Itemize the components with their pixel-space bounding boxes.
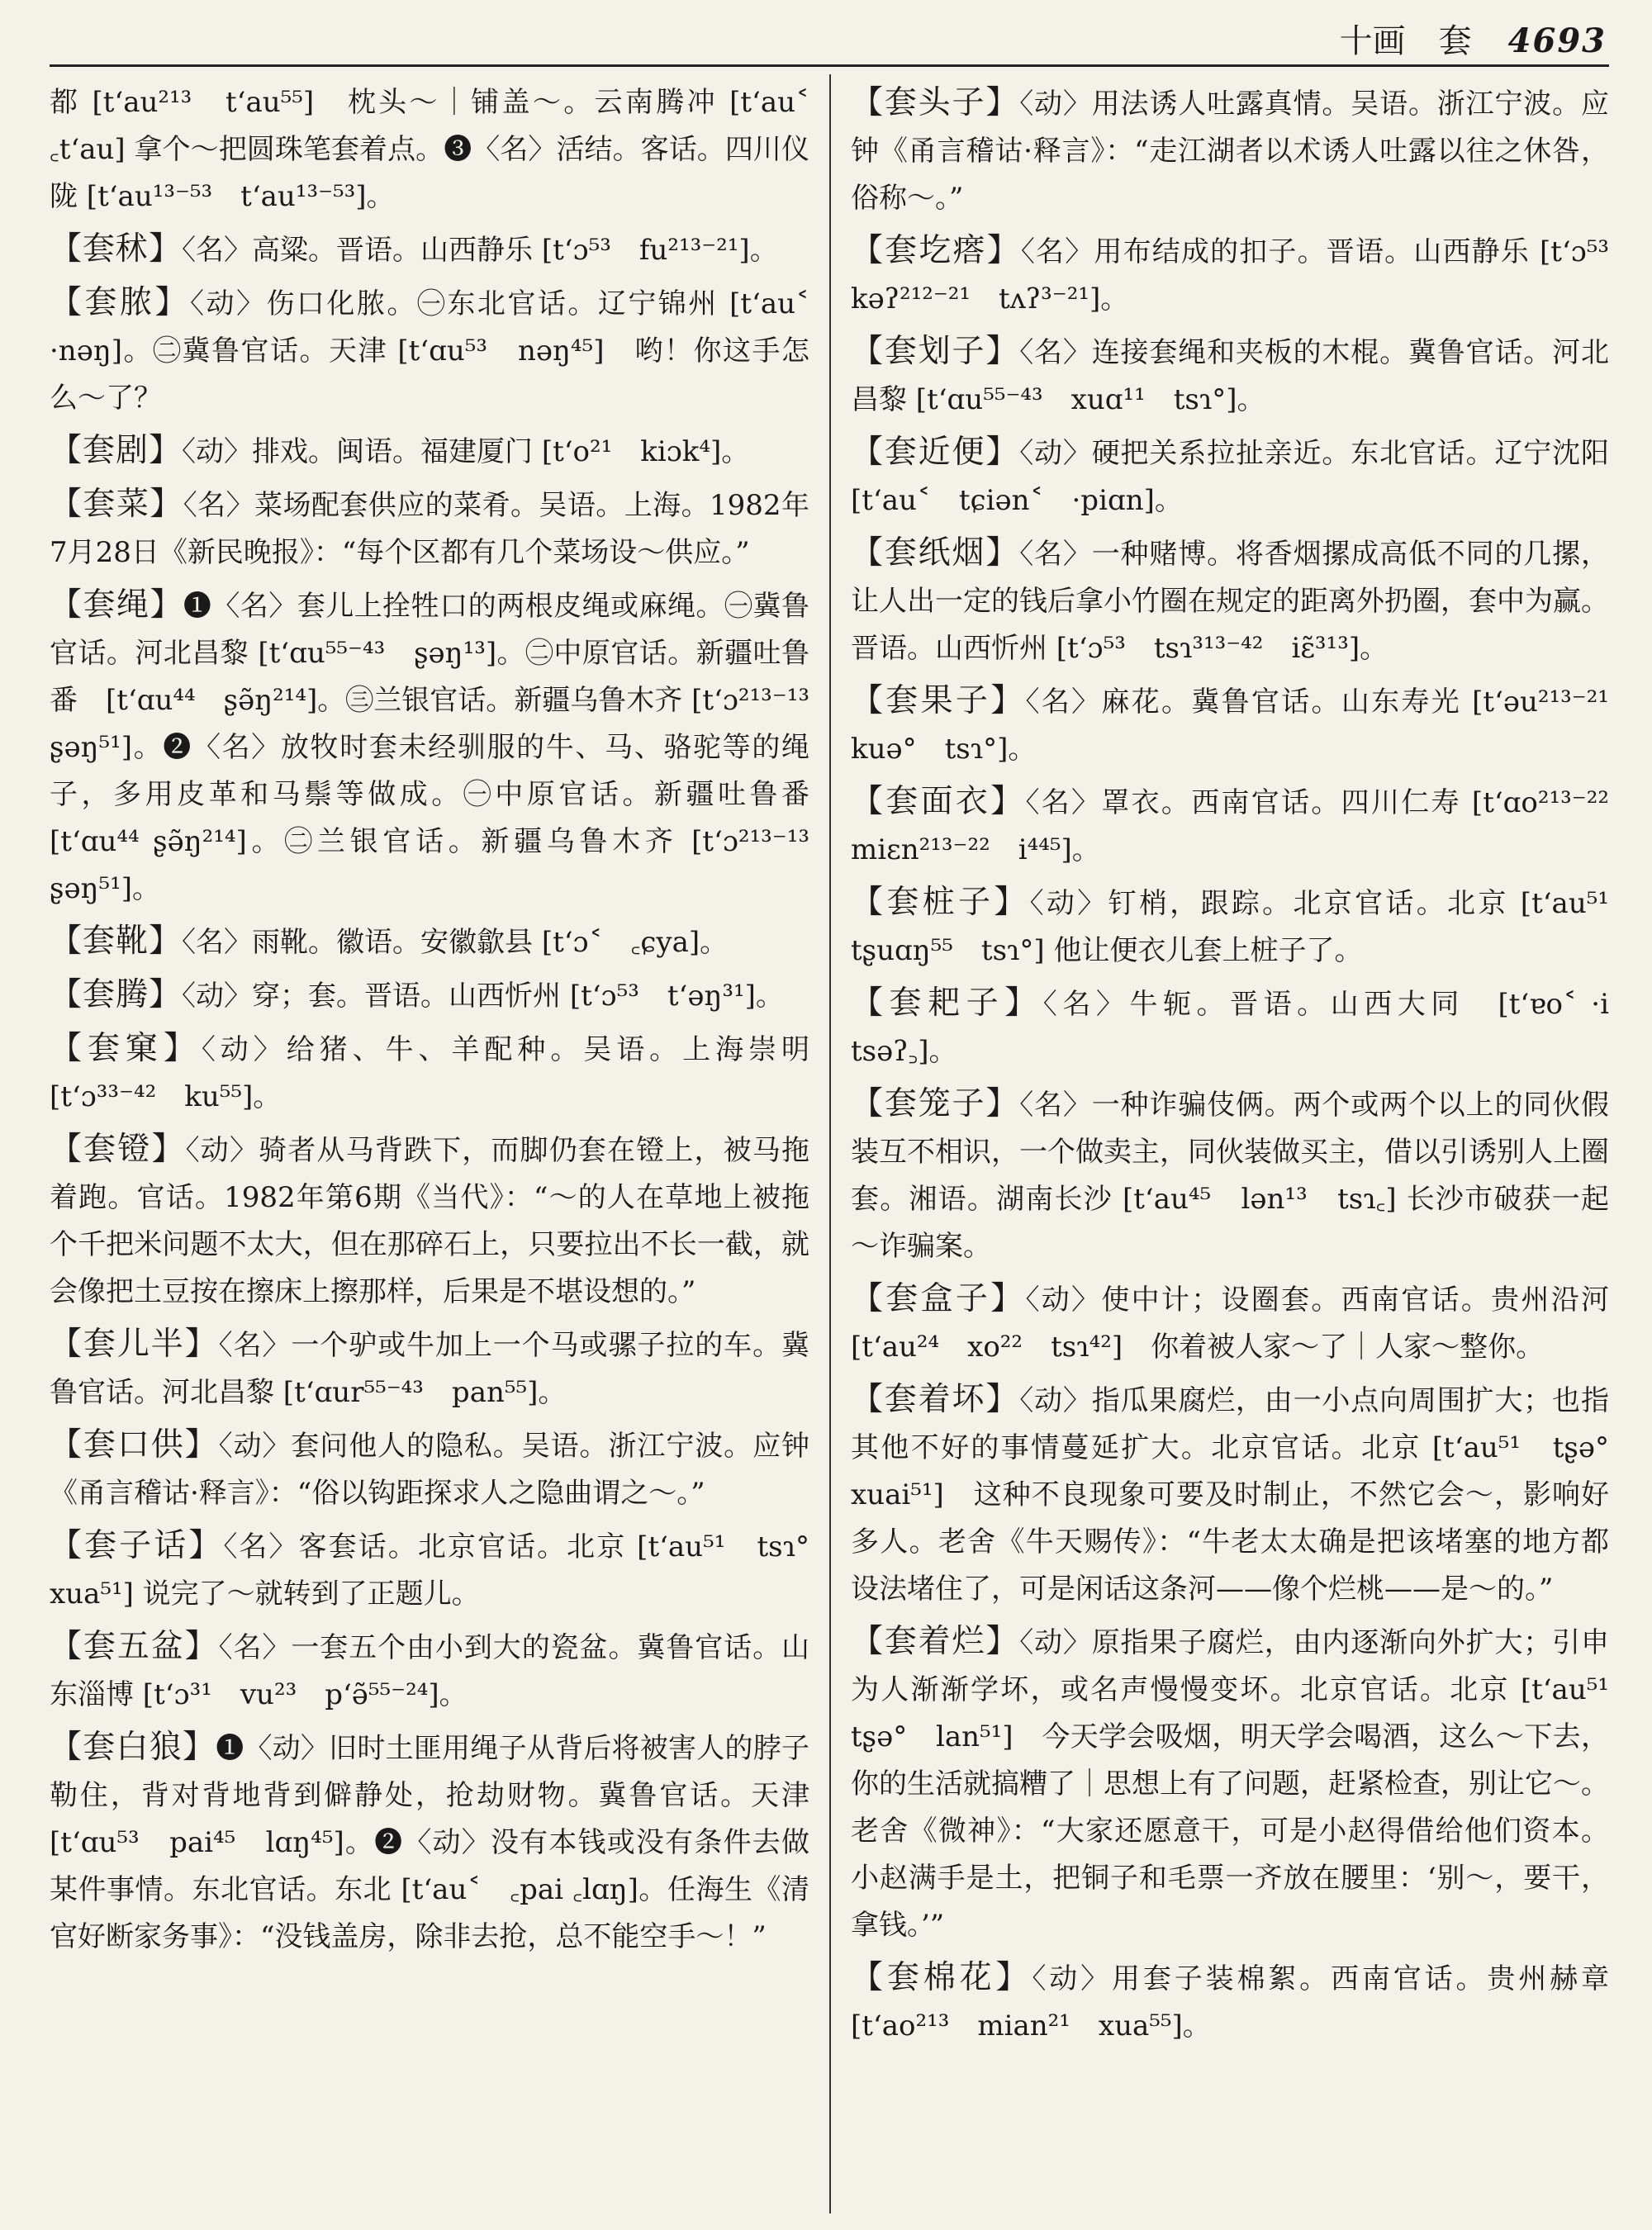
section-title: 十画 套 xyxy=(1339,22,1472,60)
entry-definition: 〈名〉麻花。冀鲁官话。山东寿光 [tʻəu²¹³⁻²¹ kuə° tsɿ°]。 xyxy=(851,686,1637,766)
entry-headword: 【套着坏】 xyxy=(851,1381,1020,1418)
dictionary-entry xyxy=(851,980,1637,1075)
entry-headword: 【套口供】 xyxy=(50,1426,219,1464)
dictionary-entry xyxy=(50,1724,809,1961)
entry-definition: 〈名〉罩衣。西南官话。四川仁寿 [tʻɑo²¹³⁻²² miɛn²¹³⁻²² i⁴⁴⁵]。 xyxy=(851,786,1637,866)
entry-headword: 【套剧】 xyxy=(50,432,183,469)
entry-headword: 【套儿半】 xyxy=(50,1326,219,1363)
entry-headword: 【套划子】 xyxy=(851,333,1020,370)
dictionary-entry xyxy=(50,581,838,913)
entry-headword: 【套近便】 xyxy=(851,434,1020,471)
entry-headword: 【套纸烟】 xyxy=(851,534,1020,572)
dictionary-entry xyxy=(851,429,1609,524)
dictionary-entry xyxy=(851,79,1609,222)
entry-definition: 〈动〉给猪、牛、羊配种。吴语。上海崇明 [tʻɔ³³⁻⁴² ku⁵⁵]。 xyxy=(50,1033,809,1113)
entry-definition: 〈名〉用布结成的扣子。晋语。山西静乐 [tʻɔ⁵³ kəʔ²¹²⁻²¹ tʌʔ³⁻²¹]。 xyxy=(851,235,1637,316)
entry-definition: 〈动〉伤口化脓。㊀东北官话。辽宁锦州 [tʻau˂ ·nəŋ]。㊁冀鲁官话。天津 [tʻɑu⁵³ nəŋ⁴⁵] 哟！你这手怎么～了？ xyxy=(50,287,809,415)
dictionary-entry xyxy=(50,1522,838,1618)
entry-definition: 〈动〉使中计；设圈套。西南官话。贵州沿河 [tʻau²⁴ xo²² tsɿ⁴²] 你着被人家～了｜人家～整你。 xyxy=(851,1283,1609,1364)
entry-headword: 【套桩子】 xyxy=(851,884,1030,921)
dictionary-entry xyxy=(50,427,809,476)
page-header xyxy=(1340,15,1607,62)
column-divider xyxy=(829,74,831,2213)
entry-definition: 〈名〉菜场配套供应的菜肴。吴语。上海。1982年7月28日《新民晚报》：“每个区都有几个菜场设～供应。” xyxy=(50,489,809,569)
dictionary-entry xyxy=(50,481,809,576)
dictionary-entry xyxy=(851,529,1609,672)
dictionary-entry xyxy=(50,225,809,274)
entry-headword: 【套五盆】 xyxy=(50,1628,219,1665)
entry-definition: 〈动〉用套子装棉絮。西南官话。贵州赫章 [tʻao²¹³ mian²¹ xua⁵⁵]。 xyxy=(851,1962,1609,2043)
entry-definition: 〈名〉连接套绳和夹板的木棍。冀鲁官话。河北昌黎 [tʻɑu⁵⁵⁻⁴³ xuɑ¹¹ tsɿ°]。 xyxy=(851,336,1609,416)
entry-definition: 〈动〉硬把关系拉扯亲近。东北官话。辽宁沈阳 [tʻau˂ tɕiən˂ ·piɑn]。 xyxy=(851,437,1609,517)
entry-headword: 【套菜】 xyxy=(50,486,183,523)
header-rule xyxy=(50,64,1609,67)
dictionary-entry xyxy=(50,1421,809,1517)
entry-definition: 〈名〉一种诈骗伎俩。两个或两个以上的同伙假装互不相识，一个做卖主，同伙装做买主，借以引诱别人上圈套。湘语。湖南长沙 [tʻau⁴⁵ lən¹³ tsɿ꜀] 长沙市破获一起～诈骗案。 xyxy=(851,1089,1609,1263)
dictionary-entry xyxy=(50,279,809,422)
entry-headword: 【套面衣】 xyxy=(851,783,1026,820)
entry-headword: 【套秫】 xyxy=(50,230,183,268)
entry-headword: 【套脓】 xyxy=(50,284,190,321)
right-column xyxy=(851,79,1637,2055)
entry-headword: 【套圪瘩】 xyxy=(851,232,1021,269)
left-column xyxy=(50,79,838,1966)
entry-headword: 【套子话】 xyxy=(50,1527,224,1564)
entry-definition: 〈名〉客套话。北京官话。北京 [tʻau⁵¹ tsɿ° xua⁵¹] 说完了～就转到了正题儿。 xyxy=(50,1530,838,1611)
entry-headword: 【套头子】 xyxy=(851,84,1020,121)
right-entry-list xyxy=(851,79,1637,2050)
entry-definition: 〈名〉牛轭。晋语。山西大同 [tʻɐo˂ ·i tsəʔ꜆]。 xyxy=(851,988,1637,1068)
entry-definition: 〈动〉骑者从马背跌下，而脚仍套在镫上，被马拖着跑。官话。1982年第6期《当代》：“～的人在草地上被拖个千把米问题不太大，但在那碎石上，只要拉出不长一截，就会像把土豆按在擦床上擦那样，后果是不堪设想的。” xyxy=(50,1134,809,1308)
entry-headword: 【套靴】 xyxy=(50,923,183,960)
entry-headword: 【套镫】 xyxy=(50,1131,186,1168)
dictionary-entry xyxy=(50,1623,809,1719)
dictionary-entry xyxy=(851,1954,1609,2050)
dictionary-entry xyxy=(50,1126,809,1316)
entry-definition: ❶〈名〉套儿上拴牲口的两根皮绳或麻绳。㊀冀鲁官话。河北昌黎 [tʻɑu⁵⁵⁻⁴³ ʂəŋ¹³]。㊁中原官话。新疆吐鲁番 [tʻɑu⁴⁴ ʂə̃ŋ²¹⁴]。㊂兰银官话。新疆乌鲁木齐 [tʻɔ²¹³⁻¹³ ʂəŋ⁵¹]。❷〈名〉放牧时套未经驯服的牛、马、骆驼等的绳子，多用皮革和马鬃等做成。㊀中原官话。新疆吐鲁番 [tʻɑu⁴⁴ ʂə̃ŋ²¹⁴]。㊁兰银官话。新疆乌鲁木齐 [tʻɔ²¹³⁻¹³ ʂəŋ⁵¹]。 xyxy=(50,590,838,905)
entry-definition: 〈动〉穿；套。晋语。山西忻州 [tʻɔ⁵³ tʻəŋ³¹]。 xyxy=(182,980,784,1013)
dictionary-entry xyxy=(50,918,809,966)
entry-definition: 〈动〉套问他人的隐私。吴语。浙江宁波。应钟《甬言稽诂·释言》：“俗以钩距探求人之隐曲谓之～。” xyxy=(50,1430,809,1510)
entry-headword: 【套白狼】 xyxy=(50,1729,216,1766)
left-entry-list xyxy=(50,225,838,1961)
entry-definition: 〈动〉排戏。闽语。福建厦门 [tʻo²¹ kiɔk⁴]。 xyxy=(182,435,750,468)
entry-definition: 〈名〉一套五个由小到大的瓷盆。冀鲁官话。山东淄博 [tʻɔ³¹ vu²³ pʻə̃⁵⁵⁻²⁴]。 xyxy=(50,1631,809,1711)
entry-headword: 【套棉花】 xyxy=(851,1959,1032,1996)
entry-definition: 〈动〉指瓜果腐烂，由一小点向周围扩大；也指其他不好的事情蔓延扩大。北京官话。北京 [tʻau⁵¹ tʂə° xuai⁵¹] 这种不良现象可要及时制止，不然它会～，影响好多人。老舍《牛天赐传》：“牛老太太确是把该堵塞的地方都设法堵住了，可是闲话这条河——像个烂桃——是～的。” xyxy=(851,1384,1637,1606)
entry-definition: 〈名〉一个驴或牛加上一个马或骡子拉的车。冀鲁官话。河北昌黎 [tʻɑur⁵⁵⁻⁴³ pan⁵⁵]。 xyxy=(50,1329,809,1409)
dictionary-entry xyxy=(851,1080,1609,1270)
entry-definition: 〈名〉一种赌博。将香烟摞成高低不同的几摞，让人出一定的钱后拿小竹圈在规定的距离外扔圈，套中为赢。晋语。山西忻州 [tʻɔ⁵³ tsɿ³¹³⁻⁴² iɛ̃³¹³]。 xyxy=(851,538,1609,665)
dictionary-entry xyxy=(50,971,809,1020)
dictionary-entry xyxy=(851,1275,1609,1371)
entry-headword: 【套着烂】 xyxy=(851,1623,1020,1660)
entry-definition: ❶〈动〉旧时土匪用绳子从背后将被害人的脖子勒住，背对背地背到僻静处，抢劫财物。冀鲁官话。天津 [tʻɑu⁵³ pai⁴⁵ lɑŋ⁴⁵]。❷〈动〉没有本钱或没有条件去做某件事情。东北官话。东北 [tʻau˂ ꜀pai ꜀lɑŋ]。任海生《清官好断家务事》：“没钱盖房，除非去抢，总不能空手～！” xyxy=(50,1732,809,1953)
entry-headword: 【套果子】 xyxy=(851,682,1026,719)
entry-headword: 【套笼子】 xyxy=(851,1085,1020,1122)
entry-headword: 【套绳】 xyxy=(50,586,183,624)
dictionary-entry xyxy=(50,1025,809,1121)
dictionary-entry xyxy=(50,1321,809,1416)
entry-headword: 【套盒子】 xyxy=(851,1280,1026,1317)
entry-definition: 〈动〉用法诱人吐露真情。吴语。浙江宁波。应钟《甬言稽诂·释言》：“走江湖者以术诱人吐露以往之休咎，俗称～。” xyxy=(851,88,1609,215)
dictionary-entry xyxy=(851,778,1637,874)
entry-definition: 〈名〉高粱。晋语。山西静乐 [tʻɔ⁵³ fu²¹³⁻²¹]。 xyxy=(182,234,778,267)
entry-definition: 〈动〉原指果子腐烂，由内逐渐向外扩大；引申为人渐渐学坏，或名声慢慢变坏。北京官话。北京 [tʻau⁵¹ tʂə° lan⁵¹] 今天学会吸烟，明天学会喝酒，这么～下去，你的生活就搞糟了｜思想上有了问题，赶紧检查，别让它～。老舍《微神》：“大家还愿意干，可是小赵得借给他们资本。小赵满手是土，把铜子和毛票一齐放在腰里：‘别～，要干，拿钱。’” xyxy=(851,1626,1637,1942)
dictionary-entry xyxy=(851,1618,1637,1949)
dictionary-entry xyxy=(851,677,1637,773)
entry-headword: 【套耙子】 xyxy=(851,985,1043,1022)
entry-headword: 【套窠】 xyxy=(50,1030,202,1067)
continued-entry-text: 都 [tʻau²¹³ tʻau⁵⁵] 枕头～｜铺盖～。云南腾冲 [tʻau˂ ꜀tʻau] 拿个～把圆珠笔套着点。❸〈名〉活结。客话。四川仪陇 [tʻau¹³⁻⁵³ tʻau¹³⁻⁵³]。 xyxy=(50,86,838,213)
entry-definition: 〈动〉钉梢，跟踪。北京官话。北京 [tʻau⁵¹ tʂuɑŋ⁵⁵ tsɿ°] 他让便衣儿套上桩子了。 xyxy=(851,887,1637,967)
dictionary-entry xyxy=(851,879,1637,975)
dictionary-entry xyxy=(851,1376,1637,1613)
dictionary-entry xyxy=(851,328,1609,424)
page-number: 4693 xyxy=(1507,21,1607,60)
entry-definition: 〈名〉雨靴。徽语。安徽歙县 [tʻɔ˂ ꜀ɕya]。 xyxy=(182,926,729,959)
entry-headword: 【套腾】 xyxy=(50,976,183,1013)
dictionary-entry xyxy=(851,227,1637,323)
